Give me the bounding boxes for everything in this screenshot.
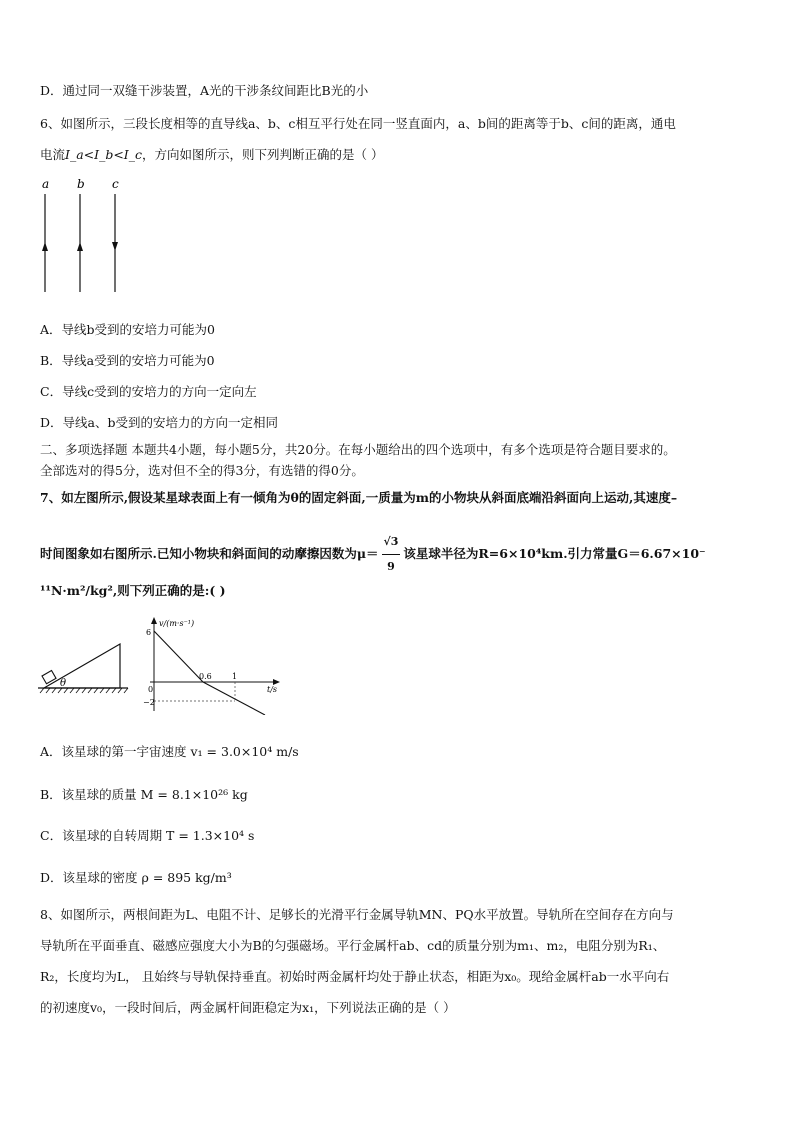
vt-line-segment-1 (154, 631, 203, 682)
q8-stem-line1: 8、如图所示，两根间距为L、电阻不计、足够长的光滑平行金属导轨MN、PQ水平放置。导轨所在空间存在方向与 (40, 907, 674, 922)
incline-figure (36, 640, 132, 700)
wire-label-a: a (42, 177, 50, 191)
vt-line-segment-2 (203, 682, 265, 715)
q6-option-c: C．导线c受到的安培力的方向一定向左 (40, 384, 257, 399)
wire-b-up-arrow-icon (77, 242, 83, 251)
incline-triangle (44, 644, 120, 688)
incline-angle-label: θ (60, 678, 67, 689)
q6-stem-suffix: ，方向如图所示，则下列判断正确的是（ ） (141, 147, 384, 162)
q6-stem-line1: 6、如图所示，三段长度相等的直导线a、b、c相互平行处在同一竖直面内，a、b间的距离等于b、c间的距离，通电 (40, 116, 676, 131)
vt-tick-6: 6 (146, 628, 152, 637)
ground-hatching (40, 688, 128, 693)
vt-y-arrow-icon (151, 617, 157, 624)
q7-stem-line2 (40, 530, 706, 579)
section2-line2: 全部选对的得5分，选对但不全的得3分，有选错的得0分。 (40, 463, 364, 478)
q8-stem-line4: 的初速度v₀，一段时间后，两金属杆间距稳定为x₁，下列说法正确的是（ ） (40, 1000, 456, 1015)
q5-option-d: D．通过同一双缝干涉装置，A光的干涉条纹间距比B光的小 (40, 83, 369, 98)
q6-option-a: A．导线b受到的安培力可能为0 (40, 322, 215, 337)
vt-x-axis-label: t/s (267, 685, 278, 694)
q8-stem-line2: 导轨所在平面垂直、磁感应强度大小为B的匀强磁场。平行金属杆ab、cd的质量分别为m₁、m₂，电阻分别为R₁、 (40, 938, 666, 953)
q6-option-b: B．导线a受到的安培力可能为0 (40, 353, 215, 368)
q7-option-d: D．该星球的密度 ρ = 895 kg/m³ (40, 870, 232, 885)
wire-label-b: b (77, 177, 85, 191)
wire-label-c: c (112, 177, 119, 191)
section2-line1: 二、多项选择题 本题共4小题，每小题5分，共20分。在每小题给出的四个选项中，有多个选项是符合题目要求的。 (40, 442, 676, 457)
q7-stem-line3: ¹¹N·m²/kg²,则下列正确的是:( ) (40, 583, 226, 598)
vt-tick-1: 1 (232, 672, 238, 681)
vt-tick-0-6: 0.6 (199, 672, 212, 681)
q7-stem-prefix: 时间图象如右图所示.已知小物块和斜面间的动摩擦因数为μ＝ (40, 546, 379, 561)
vt-tick-0: 0 (148, 685, 154, 694)
vt-tick-neg2: −2 (143, 698, 155, 707)
q6-wire-figure (30, 172, 140, 297)
q6-stem-line2 (40, 146, 383, 164)
q6-current-relation: I_a<I_b<I_c (65, 147, 142, 162)
q6-option-d: D．导线a、b受到的安培力的方向一定相同 (40, 415, 278, 430)
mu-fraction (382, 530, 401, 579)
q8-stem-line3: R₂，长度均为L， 且始终与导轨保持垂直。初始时两金属杆均处于静止状态，相距为x₀。现给金属杆ab一水平向右 (40, 969, 670, 984)
q7-option-a: A．该星球的第一宇宙速度 v₁ = 3.0×10⁴ m/s (40, 744, 299, 759)
q7-stem-line1: 7、如左图所示,假设某星球表面上有一倾角为θ的固定斜面,一质量为m的小物块从斜面底端沿斜面向上运动,其速度– (40, 490, 678, 505)
vt-y-axis-label: v/(m·s⁻¹) (159, 619, 195, 628)
q6-stem-prefix: 电流 (40, 147, 66, 162)
mu-denominator: 9 (387, 560, 395, 573)
q7-stem-suffix: 该星球半径为R=6×10⁴km.引力常量G＝6.67×10⁻ (403, 546, 706, 561)
wire-c-down-arrow-icon (112, 242, 118, 251)
q7-option-b: B．该星球的质量 M = 8.1×10²⁶ kg (40, 787, 248, 802)
q7-option-c: C．该星球的自转周期 T = 1.3×10⁴ s (40, 828, 255, 843)
wire-a-up-arrow-icon (42, 242, 48, 251)
vt-graph (135, 615, 285, 715)
mu-numerator: √3 (382, 530, 401, 555)
